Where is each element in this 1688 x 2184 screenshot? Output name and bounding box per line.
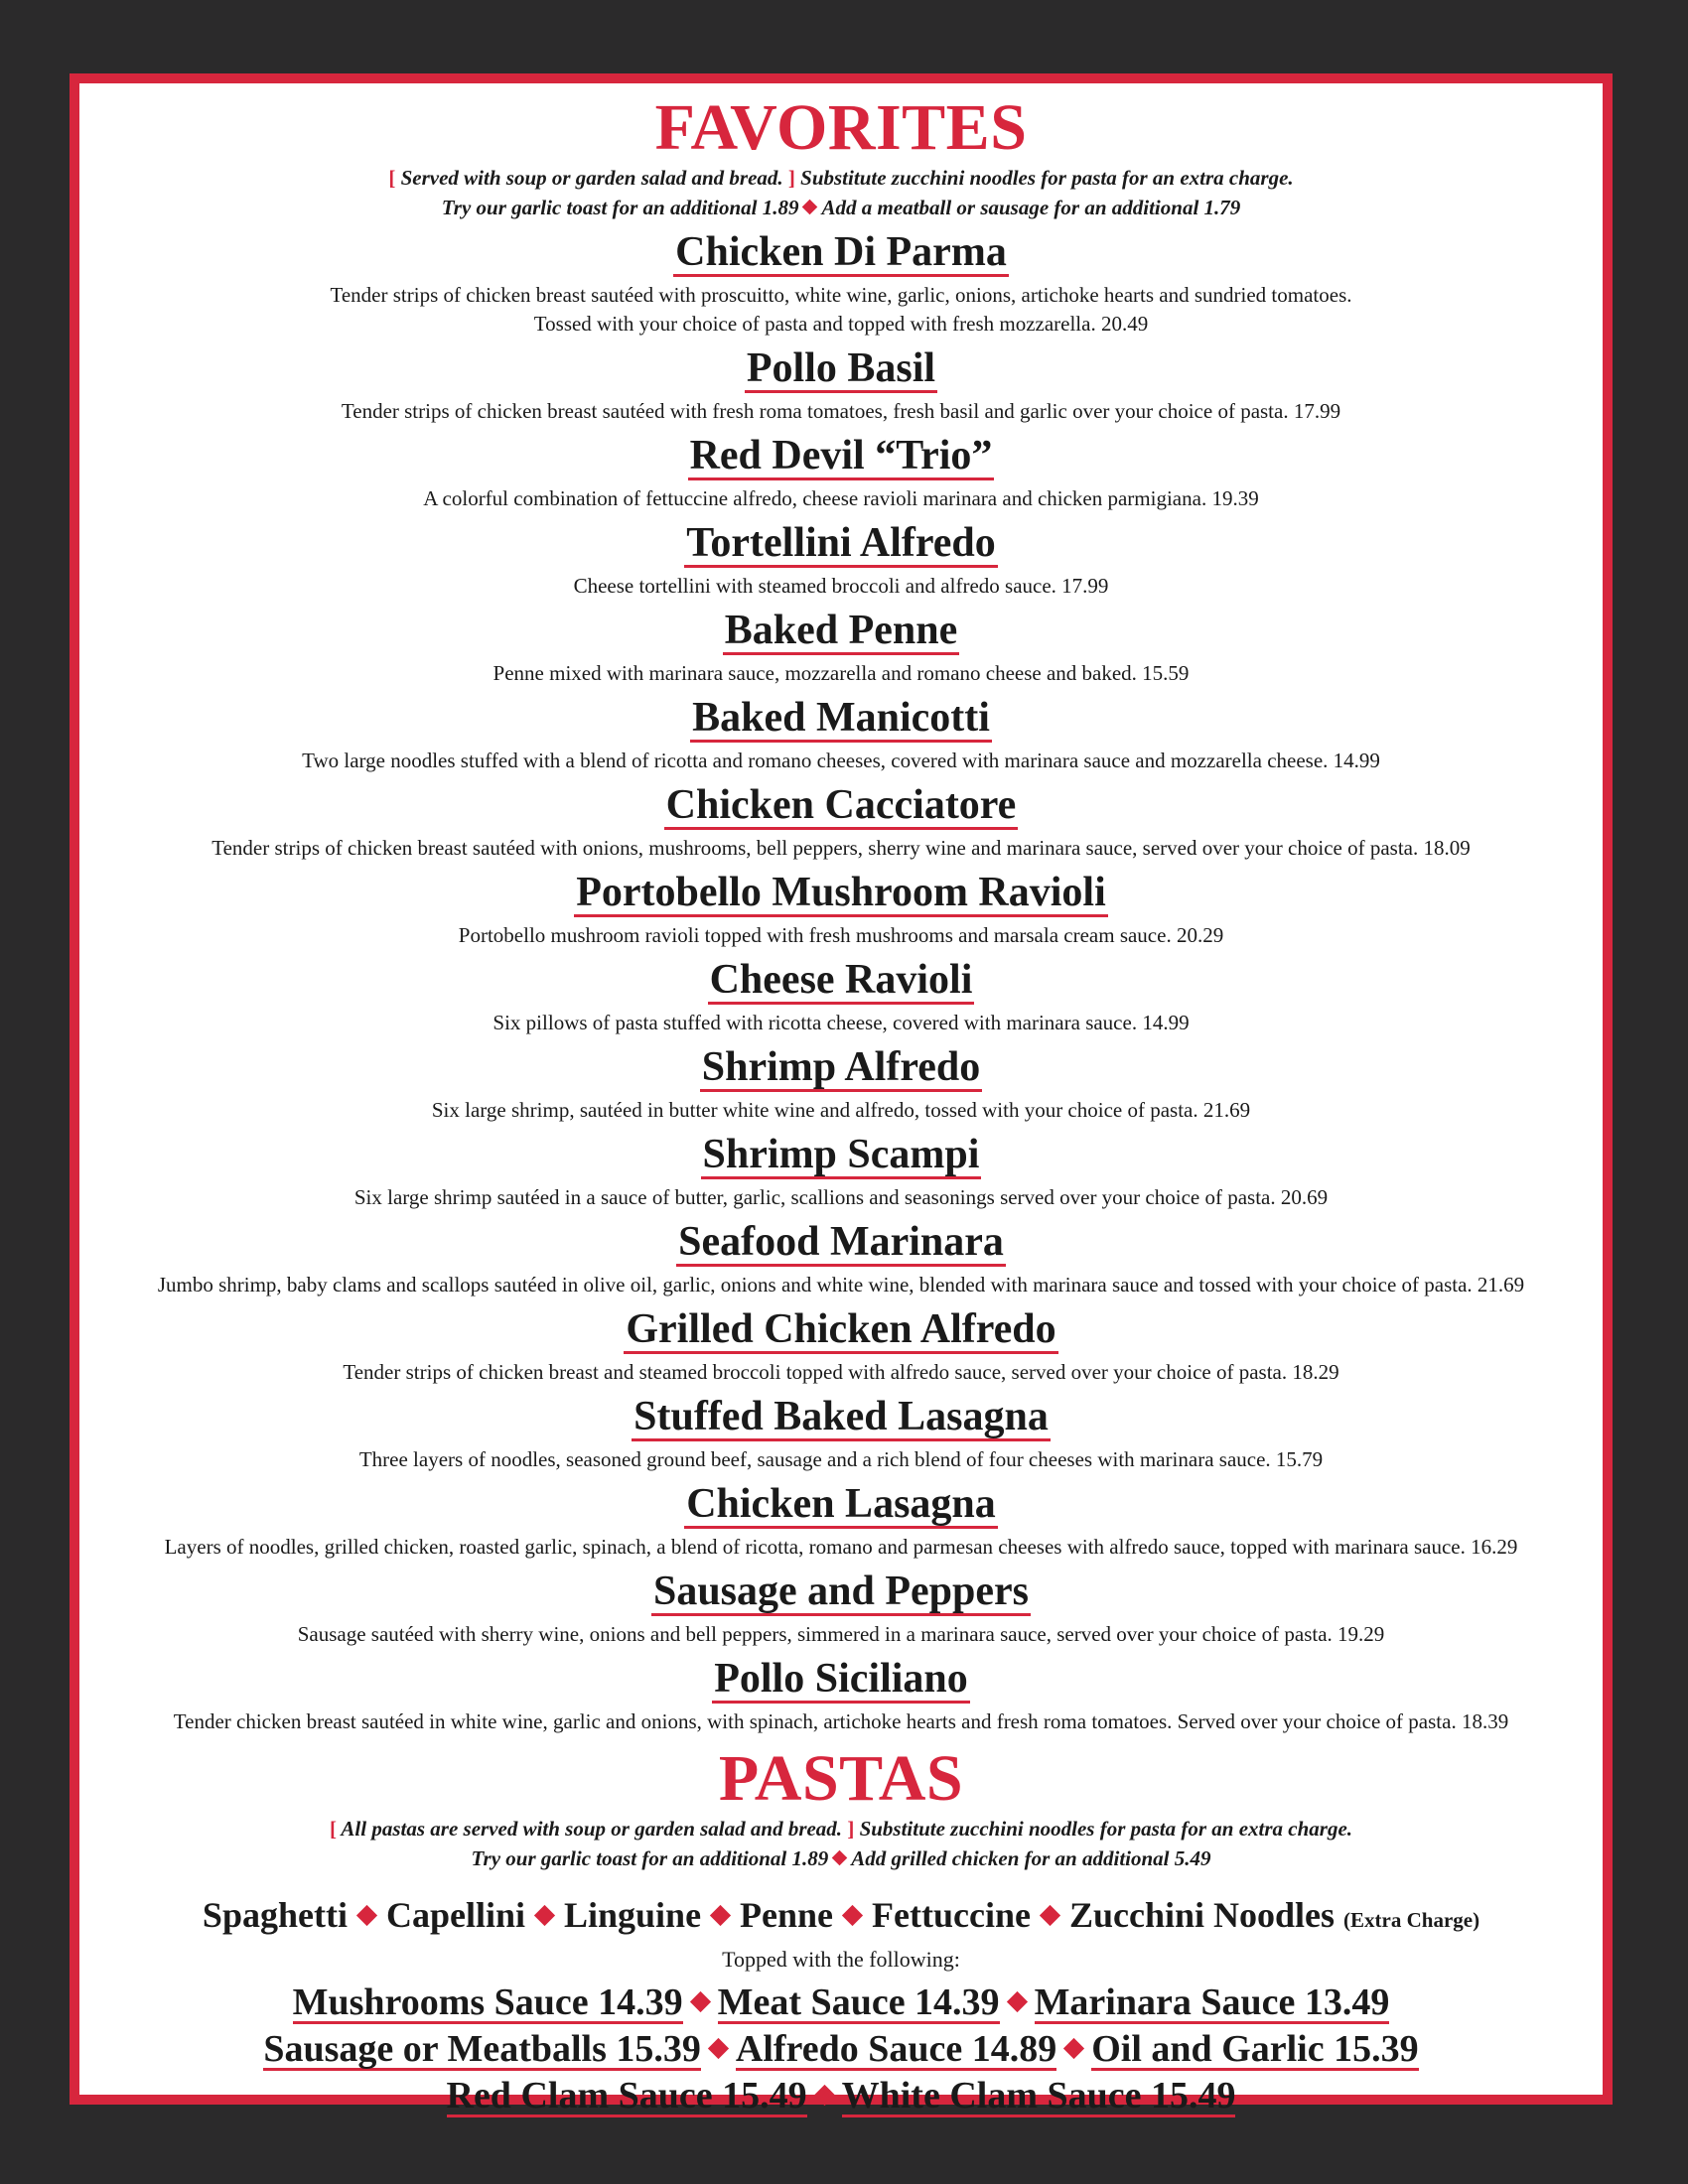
diamond-icon [1006,1991,1027,2012]
extra-charge-note: (Extra Charge) [1343,1908,1480,1932]
sauce-list [79,1979,1603,2119]
menu-item-name: Portobello Mushroom Ravioli [576,870,1106,915]
menu-item [79,871,1603,950]
favorites-note-rest: Substitute zucchini noodles for pasta for an extra charge. [800,166,1294,190]
menu-item-name: Red Devil “Trio” [689,433,993,478]
menu-item-description: Sausage sautéed with sherry wine, onions and bell peppers, simmered in a marinara sauce, served over your choice of pasta. 19.29 [297,1622,1385,1646]
menu-item [79,1220,1603,1299]
pastas-note-bracketed: All pastas are served with soup or garden salad and bread. [341,1817,843,1841]
menu-item-name: Sausage and Peppers [652,1569,1030,1614]
pasta-type: Spaghetti [202,1895,348,1935]
menu-item [79,958,1603,1037]
pasta-type: Fettuccine [872,1895,1031,1935]
menu-item-description: A colorful combination of fettuccine alfredo, cheese ravioli marinara and chicken parmigiana. 19.39 [423,486,1259,510]
sauce-row [79,1979,1603,2026]
bracket-open: [ [388,166,396,190]
menu-item-description: Tossed with your choice of pasta and topped with fresh mozzarella. 20.49 [533,312,1149,336]
menu-item-name: Chicken Lasagna [686,1481,996,1527]
pastas-note-line1 [79,1814,1603,1843]
diamond-icon [1063,2038,1084,2059]
diamond-icon [710,1905,731,1926]
menu-item-description: Six large shrimp, sautéed in butter white wine and alfredo, tossed with your choice of pasta. 21.69 [431,1098,1251,1122]
menu-item [79,346,1603,426]
diamond-icon [708,2038,729,2059]
menu-page [70,73,1613,2116]
menu-item-name: Cheese Ravioli [709,957,973,1003]
menu-item [79,1133,1603,1212]
menu-item-name: Pollo Siciliano [714,1656,968,1702]
sauce-option: Meat Sauce 14.39 [717,1981,1000,2023]
pastas-title: PASTAS [718,1742,964,1815]
menu-item [79,1045,1603,1125]
sauce-option: Alfredo Sauce 14.89 [735,2028,1057,2070]
menu-item-description: Three layers of noodles, seasoned ground beef, sausage and a rich blend of four cheeses with marinara sauce. 15.79 [358,1447,1324,1471]
menu-item-description: Tender strips of chicken breast sautéed with onions, mushrooms, bell peppers, sherry wine and marinara sauce, served over your choice of pasta. 18.09 [211,836,1471,860]
menu-item-description: Six pillows of pasta stuffed with ricotta cheese, covered with marinara sauce. 14.99 [492,1011,1190,1034]
pastas-note-chicken: Add grilled chicken for an additional 5.49 [851,1846,1211,1870]
bracket-close: ] [787,166,795,190]
favorites-note-meatball: Add a meatball or sausage for an additional 1.79 [821,196,1241,219]
menu-content [79,83,1603,2116]
menu-item-description: Tender strips of chicken breast and steamed broccoli topped with alfredo sauce, served over your choice of pasta. 18.29 [343,1360,1339,1384]
menu-item [79,1307,1603,1387]
diamond-icon [356,1905,377,1926]
menu-item [79,230,1603,339]
favorites-title: FAVORITES [654,91,1028,164]
menu-item [79,1395,1603,1474]
menu-item-description: Tender strips of chicken breast sautéed with fresh roma tomatoes, fresh basil and garlic over your choice of pasta. 17.99 [341,399,1341,423]
menu-item-description: Six large shrimp sautéed in a sauce of butter, garlic, scallions and seasonings served over your choice of pasta. 20.69 [353,1185,1329,1209]
menu-item [79,783,1603,863]
menu-item-name: Baked Manicotti [692,695,990,741]
menu-item-description: Tender chicken breast sautéed in white wine, garlic and onions, with spinach, artichoke hearts and fresh roma tomatoes. Served over your choice of pasta. 18.39 [173,1709,1509,1733]
favorites-note-garlic: Try our garlic toast for an additional 1.89 [441,196,799,219]
pastas-note-rest: Substitute zucchini noodles for pasta for an extra charge. [859,1817,1353,1841]
sauce-option: Mushrooms Sauce 14.39 [292,1981,683,2023]
sauce-option: Oil and Garlic 15.39 [1091,2028,1419,2070]
pasta-type: Zucchini Noodles [1068,1895,1336,1935]
menu-item [79,1570,1603,1649]
menu-item-description: Portobello mushroom ravioli topped with fresh mushrooms and marsala cream sauce. 20.29 [458,923,1224,947]
diamond-icon [842,1905,863,1926]
pasta-type: Penne [740,1895,834,1935]
pastas-note-line2 [79,1843,1603,1873]
menu-item [79,521,1603,601]
topped-label: Topped with the following: [722,1947,960,1972]
diamond-icon [690,1991,711,2012]
diamond-icon [814,2085,835,2106]
menu-item-name: Baked Penne [724,608,958,653]
menu-item [79,696,1603,775]
menu-item [79,1482,1603,1562]
pasta-type: Capellini [385,1895,525,1935]
menu-item-name: Stuffed Baked Lasagna [633,1394,1049,1439]
menu-item-description: Jumbo shrimp, baby clams and scallops sautéed in olive oil, garlic, onions and white wine, blended with marinara sauce and tossed with your choice of pasta. 21.69 [157,1273,1525,1297]
pastas-note-garlic: Try our garlic toast for an additional 1.89 [471,1846,829,1870]
sauce-option: Marinara Sauce 13.49 [1034,1981,1390,2023]
menu-item-name: Pollo Basil [746,345,936,391]
diamond-icon [832,1850,848,1866]
bracket-close: ] [847,1817,855,1841]
favorites-note-line1 [79,163,1603,193]
menu-item-name: Grilled Chicken Alfredo [626,1306,1056,1352]
menu-item-description: Penne mixed with marinara sauce, mozzarella and romano cheese and baked. 15.59 [492,661,1190,685]
menu-item [79,434,1603,513]
menu-item-description: Two large noodles stuffed with a blend of ricotta and romano cheeses, covered with marinara sauce and mozzarella cheese. 14.99 [302,749,1380,772]
favorites-note-line2 [79,193,1603,222]
diamond-icon [802,200,818,215]
sauce-row [79,2026,1603,2073]
sauce-option: Red Clam Sauce 15.49 [446,2075,807,2116]
diamond-icon [1040,1905,1060,1926]
bracket-open: [ [329,1817,337,1841]
pasta-types [79,1893,1603,1942]
menu-item-name: Chicken Di Parma [675,229,1007,275]
sauce-option: White Clam Sauce 15.49 [841,2075,1236,2116]
menu-item-name: Shrimp Scampi [702,1132,980,1177]
menu-item-name: Shrimp Alfredo [701,1044,981,1090]
pasta-type: Linguine [563,1895,702,1935]
diamond-icon [534,1905,555,1926]
menu-item-name: Tortellini Alfredo [686,520,996,566]
menu-item-name: Seafood Marinara [678,1219,1004,1265]
menu-item-description: Layers of noodles, grilled chicken, roasted garlic, spinach, a blend of ricotta, romano and parmesan cheeses with alfredo sauce, topped with marinara sauce. 16.29 [164,1535,1518,1559]
sauce-row [79,2073,1603,2119]
sauce-option: Sausage or Meatballs 15.39 [263,2028,701,2070]
menu-item-name: Chicken Cacciatore [665,782,1017,828]
favorites-list [79,230,1603,1736]
menu-item [79,609,1603,688]
menu-item-description: Tender strips of chicken breast sautéed with proscuitto, white wine, garlic, onions, artichoke hearts and sundried tomatoes. [330,283,1352,307]
favorites-note-bracketed: Served with soup or garden salad and bread. [400,166,783,190]
menu-item [79,1657,1603,1736]
menu-item-description: Cheese tortellini with steamed broccoli and alfredo sauce. 17.99 [573,574,1109,598]
